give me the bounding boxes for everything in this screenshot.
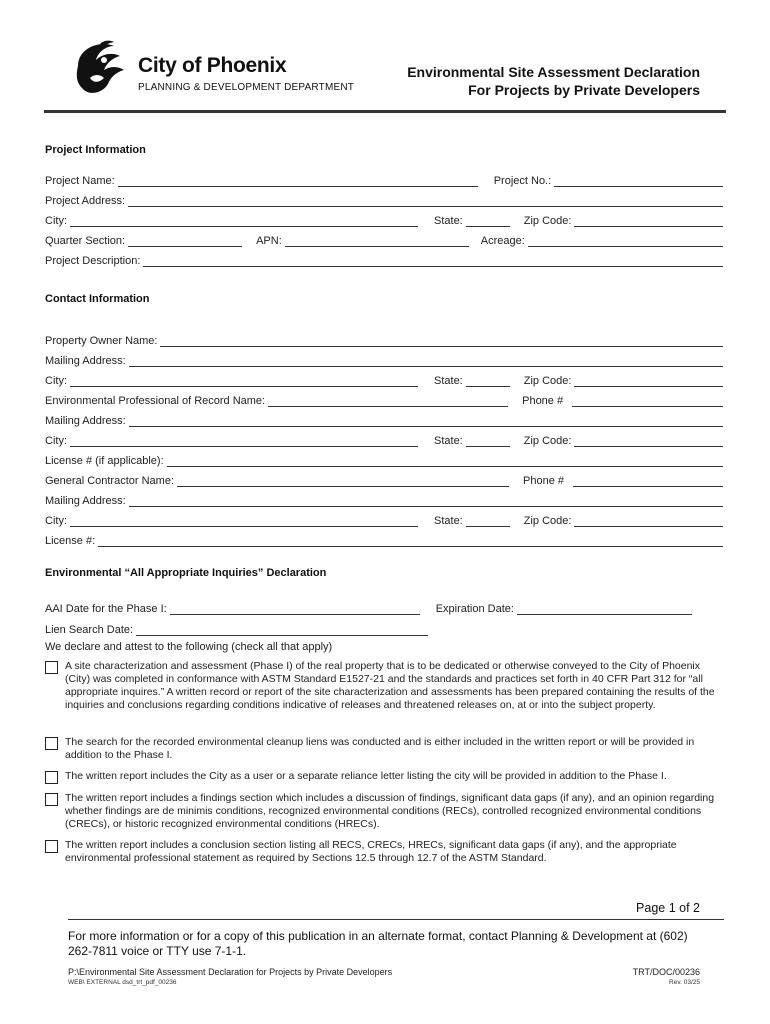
apn-label: APN:: [256, 235, 282, 247]
owner-city-field[interactable]: [70, 375, 418, 387]
project-description-field[interactable]: [143, 255, 723, 267]
project-name-row: [45, 171, 723, 187]
checklist-item: [45, 660, 720, 712]
checkbox[interactable]: [45, 661, 58, 674]
env-professional-phone-field[interactable]: [572, 395, 723, 407]
mailing-address-label: Mailing Address:: [45, 355, 126, 367]
env-state-field[interactable]: [466, 435, 510, 447]
state-label: State:: [434, 515, 463, 527]
checklist-item-text: A site characterization and assessment (Phase I) of the real property that is to be dedicated or otherwise conveyed to the City of Phoenix (City) was completed in conformance with ASTM Standard E1527-21 and the standards and practices set forth in 40 CFR Part 312 for “all appropriate inquires.” A written record or report of the site characterization and assessments has been prepared containing the results of the inquiries and conclusions regarding conditions indicative of releases and threatened releases on, at or into the subject property.: [65, 660, 715, 711]
env-professional-label: Environmental Professional of Record Name:: [45, 395, 266, 407]
project-info-heading: Project Information: [45, 144, 146, 156]
project-address-label: Project Address:: [45, 195, 126, 207]
footer-doc-code: TRT/DOC/00236: [632, 967, 700, 977]
header-divider: [44, 110, 726, 113]
expiration-date-field[interactable]: [517, 603, 692, 615]
acreage-field[interactable]: [528, 235, 723, 247]
license-row: [45, 531, 723, 547]
owner-city-row: [45, 371, 723, 387]
gc-mailing-field[interactable]: [129, 495, 723, 507]
city-label: City:: [45, 515, 67, 527]
footer-file-path: P:\Environmental Site Assessment Declaration for Projects by Private Developers: [68, 967, 393, 977]
page-number: Page 1 of 2: [636, 901, 700, 915]
project-name-label: Project Name:: [45, 175, 115, 187]
lien-search-row: [45, 620, 723, 636]
phone-label: Phone #: [523, 475, 564, 487]
env-zip-field[interactable]: [574, 435, 723, 447]
city-label: City:: [45, 435, 67, 447]
acreage-label: Acreage:: [480, 235, 525, 247]
phoenix-bird-logo: [70, 38, 132, 100]
zip-label: Zip Code:: [523, 215, 572, 227]
gc-city-row: [45, 511, 723, 527]
aai-date-row: [45, 599, 723, 615]
state-label: State:: [434, 375, 463, 387]
project-no-field[interactable]: [554, 175, 723, 187]
contact-info-heading: Contact Information: [45, 293, 150, 305]
checklist-item: [45, 736, 720, 762]
gc-phone-field[interactable]: [573, 475, 723, 487]
general-contractor-field[interactable]: [177, 475, 509, 487]
aai-heading: Environmental “All Appropriate Inquiries” Declaration: [45, 567, 327, 579]
env-mailing-row: [45, 411, 723, 427]
project-name-field[interactable]: [118, 175, 478, 187]
license-applicable-label: License # (if applicable):: [45, 455, 164, 467]
checklist-item: [45, 792, 720, 831]
declare-text: We declare and attest to the following (check all that apply): [45, 641, 333, 653]
checklist-item: [45, 770, 720, 784]
state-label: State:: [434, 435, 463, 447]
project-address-row: [45, 191, 723, 207]
checklist-item-text: The written report includes a conclusion section listing all RECS, CRECs, HRECs, significant data gaps (if any), and the appropriate environmental professional statement as required by Sections 12.5 through 12.7 of the ASTM Standard.: [65, 839, 677, 864]
city-label: City:: [45, 375, 67, 387]
checkbox[interactable]: [45, 771, 58, 784]
owner-mailing-row: [45, 351, 723, 367]
footer-revision: Rev. 03/25: [669, 979, 700, 986]
document-title: [407, 63, 700, 99]
owner-state-field[interactable]: [466, 375, 510, 387]
env-mailing-field[interactable]: [129, 415, 723, 427]
lien-search-field[interactable]: [136, 624, 428, 636]
gc-mailing-row: [45, 491, 723, 507]
expiration-date-label: Expiration Date:: [435, 603, 514, 615]
zip-label: Zip Code:: [523, 515, 572, 527]
zip-label: Zip Code:: [523, 375, 572, 387]
checkbox[interactable]: [45, 737, 58, 750]
lien-search-label: Lien Search Date:: [45, 624, 134, 636]
checkbox[interactable]: [45, 793, 58, 806]
zip-label: Zip Code:: [523, 435, 572, 447]
title-line-2: For Projects by Private Developers: [468, 82, 700, 98]
phone-label: Phone #: [522, 395, 564, 407]
gc-state-field[interactable]: [466, 515, 510, 527]
org-name: City of Phoenix: [138, 54, 287, 77]
title-line-1: Environmental Site Assessment Declaration: [407, 64, 700, 80]
quarter-section-label: Quarter Section:: [45, 235, 126, 247]
footer-divider: [68, 919, 724, 920]
checkbox[interactable]: [45, 840, 58, 853]
owner-mailing-field[interactable]: [129, 355, 723, 367]
gc-zip-field[interactable]: [574, 515, 723, 527]
env-professional-row: [45, 391, 723, 407]
env-city-row: [45, 431, 723, 447]
project-address-field[interactable]: [128, 195, 723, 207]
checklist-item-text: The search for the recorded environmental cleanup liens was conducted and is either included in the written report or will be provided in addition to the Phase I.: [65, 736, 695, 761]
quarter-section-row: [45, 231, 723, 247]
checklist-item-text: The written report includes the City as a user or a separate reliance letter listing the city will be provided in addition to the Phase I.: [65, 770, 667, 782]
checklist-item-text: The written report includes a findings section which includes a discussion of findings, significant data gaps (if any), and an opinion regarding whether findings are de minimis conditions, recognized environmental conditions (RECs), controlled recognized environmental conditions (CRECs), or historic recognized environmental conditions (HRECs).: [65, 792, 715, 830]
gc-city-field[interactable]: [70, 515, 418, 527]
footer-contact-info: For more information or for a copy of this publication in an alternate format, contact Planning & Development at (602) 262-7811 voice or TTY use 7-1-1.: [68, 929, 688, 958]
project-description-row: [45, 251, 723, 267]
quarter-section-field[interactable]: [128, 235, 242, 247]
env-city-field[interactable]: [70, 435, 418, 447]
general-contractor-label: General Contractor Name:: [45, 475, 174, 487]
project-description-label: Project Description:: [45, 255, 141, 267]
general-contractor-row: [45, 471, 723, 487]
env-professional-field[interactable]: [268, 395, 508, 407]
footer-web-code: WEB\ EXTERNAL dsd_trt_pdf_00236: [68, 979, 177, 986]
license-applicable-field[interactable]: [167, 455, 723, 467]
city-field[interactable]: [70, 215, 418, 227]
state-label: State:: [434, 215, 463, 227]
project-no-label: Project No.:: [493, 175, 552, 187]
aai-date-field[interactable]: [170, 603, 420, 615]
license-field[interactable]: [98, 535, 723, 547]
license-label: License #:: [45, 535, 96, 547]
zip-field[interactable]: [574, 215, 723, 227]
checklist-item: [45, 839, 720, 865]
org-department: PLANNING & DEVELOPMENT DEPARTMENT: [138, 82, 355, 93]
owner-name-field[interactable]: [160, 335, 723, 347]
apn-field[interactable]: [285, 235, 469, 247]
owner-name-label: Property Owner Name:: [45, 335, 158, 347]
state-field[interactable]: [466, 215, 510, 227]
license-applicable-row: [45, 451, 723, 467]
city-label: City:: [45, 215, 67, 227]
mailing-address-label: Mailing Address:: [45, 495, 126, 507]
owner-zip-field[interactable]: [574, 375, 723, 387]
owner-name-row: [45, 331, 723, 347]
aai-date-label: AAI Date for the Phase I:: [45, 603, 167, 615]
project-city-row: [45, 211, 723, 227]
mailing-address-label: Mailing Address:: [45, 415, 126, 427]
